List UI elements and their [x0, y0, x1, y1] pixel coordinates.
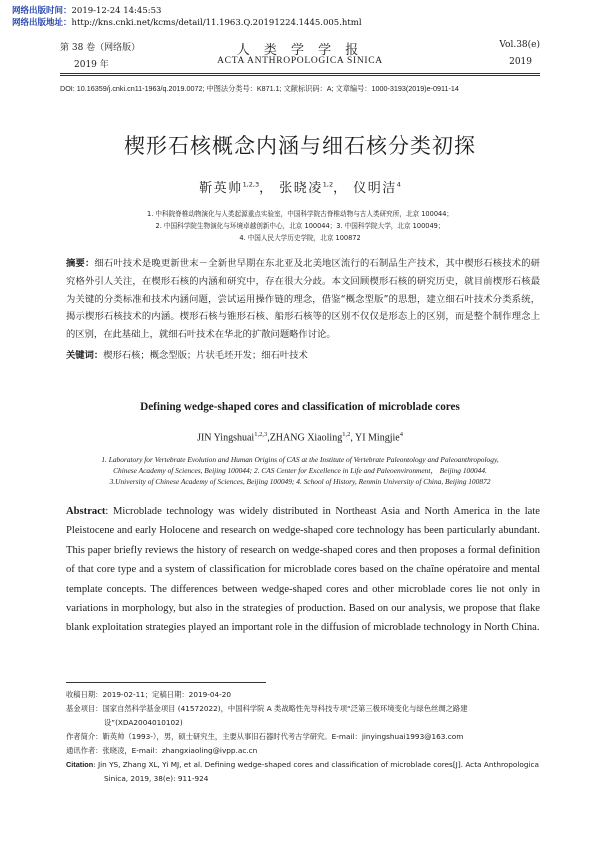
- affiliation-cn-line: 4. 中国人民大学历史学院，北京 100872: [239, 234, 361, 242]
- author-cn-name: 仪明洁: [353, 181, 397, 196]
- online-address-link[interactable]: http://kns.cnki.net/kcms/detail/11.1963.Q.20191224.1445.005.html: [71, 18, 362, 28]
- abstract-cn-label: 摘要：: [66, 258, 95, 269]
- footnotes: [66, 688, 540, 786]
- authors-en: JIN Yingshuai$^{1,2,3}$,ZHANG Xiaoling$^{1,2}$, YI Mingjie$^4$: [197, 431, 403, 444]
- article-title-cn: 楔形石核概念内涵与细石核分类初探: [124, 134, 476, 158]
- doi-line: DOI: 10.16359/j.cnki.cn11-1963/q.2019.0072; 中图法分类号：K871.1; 文献标识码：A; 文章编号：1000-3193(2019)e-0911-14: [60, 84, 459, 93]
- affiliations-en: [60, 454, 540, 488]
- footnote-fund-cont: 设”(XDA2004010102): [104, 718, 183, 727]
- authors-cn: 靳英帅$^{1,2,3}$， 张晓凌$^{1,2}$， 仪明洁$^4$: [199, 180, 401, 196]
- citation-text: : Jin YS, Zhang XL, Yi MJ, et al. Defining wedge-shaped cores and classification of microblade cores[J]. Acta Anthropologica: [93, 760, 539, 769]
- header-rule-bottom: [60, 75, 540, 76]
- online-publish-info: [12, 5, 362, 29]
- abstract-en: [66, 502, 540, 638]
- volume-cn: 第 38 卷（网络版）: [60, 43, 141, 53]
- online-address-row: [12, 17, 362, 29]
- journal-header: [60, 40, 540, 72]
- journal-title-cn: 人 类 学 学 报: [236, 43, 364, 58]
- citation-label: Citation: [66, 760, 94, 769]
- author-en-name: ZHANG Xiaoling: [269, 432, 343, 444]
- affiliation-en-line: 3.University of Chinese Academy of Sciences, Beijing 100049; 4. School of History, Renmin University of China, Beijing 100872: [109, 477, 491, 487]
- affiliation-en-line: 1. Laboratory for Vertebrate Evolution and Human Origins of CAS at the Institute of Vertebrate Paleontology and Paleoanthropology,: [101, 455, 499, 464]
- affiliation-cn-line: 2. 中国科学院生物演化与环境卓越创新中心，北京 100044；3. 中国科学院大学，北京 100049；: [155, 222, 445, 230]
- year-left: 2019 年: [74, 60, 109, 70]
- author-cn-name: 张晓凌: [279, 181, 323, 196]
- author-en-name: JIN Yingshuai: [197, 432, 255, 444]
- article-title-en: Defining wedge-shaped cores and classification of microblade cores: [140, 401, 460, 413]
- online-address-label: 网络出版地址：: [12, 18, 72, 28]
- abstract-en-text: : Microblade technology was widely distributed in Northeast Asia and North America in the late Pleistocene and early Holocene and research on wedge-shaped core technology has been particularly abundant. This paper briefly reviews the history of research on wedge-shaped cores and then proposes a formal definition of that core type and a system of classification for microblade cores based on the chaîne opératoire and mental template concepts. The differences between wedge-shaped cores and other microblade cores lie not only in variations in morphology, but also in the strategies of production. Based on our analysis, we propose that flake blank exploitation strategies played an important role in the diffusion of microblade technology in North China.: [66, 506, 540, 634]
- author-en-sup: 1,2,3: [254, 431, 268, 438]
- abstract-cn: [66, 255, 540, 344]
- author-en-name: YI Mingjie: [354, 432, 400, 444]
- affiliation-cn-line: 1. 中科院脊椎动物演化与人类起源重点实验室，中国科学院古脊椎动物与古人类研究所，北京 100044；: [147, 210, 453, 218]
- footnote-rule: [66, 682, 266, 683]
- author-cn-sup: 1,2: [322, 180, 334, 189]
- abstract-en-label: Abstract: [66, 506, 106, 517]
- keywords-cn: [66, 347, 540, 361]
- online-time-row: [12, 5, 362, 17]
- author-en-sup: 4: [399, 431, 403, 438]
- footnote-received: 收稿日期：2019-02-11；定稿日期：2019-04-20: [66, 690, 232, 699]
- author-cn-sup: 4: [396, 180, 401, 189]
- abstract-cn-text: 细石叶技术是晚更新世末－全新世早期在东北亚及北美地区流行的石制品生产技术，其中楔形石核技术的研究格外引人关注，在楔形石核的内涵和研究中，存在很大分歧。本文回顾楔形石核的研究历史，就目前楔形石核最为关键的分类标准和技术内涵问题，尝试运用操作链的理念，借鉴“概念型版”的思想，建立细石叶技术分类系统，揭示楔形石核技术的内涵。楔形石核与锥形石核、船形石核等的区别不仅仅是形态上的区别，而是整个制作理念上的区别，在此基础上，就细石叶技术在华北的扩散问题略作讨论。: [66, 258, 540, 341]
- online-time-value: 2019-12-24 14:45:53: [71, 6, 162, 16]
- keywords-cn-label: 关键词：: [66, 350, 104, 361]
- journal-title-en: ACTA ANTHROPOLOGICA SINICA: [217, 56, 383, 66]
- footnote-fund: 基金项目：国家自然科学基金项目 (41572022)，中国科学院 A 类战略性先导科技专项“泛第三极环境变化与绿色丝绸之路建: [66, 704, 468, 713]
- volume-en: Vol.38(e): [499, 40, 540, 50]
- online-time-label: 网络出版时间：: [12, 6, 72, 16]
- header-rule-top: [60, 73, 540, 74]
- author-cn-sup: 1,2,3: [242, 180, 260, 189]
- footnote-correspondence: 通讯作者：张晓凌，E-mail：zhangxiaoling@ivpp.ac.cn: [66, 746, 258, 755]
- affiliations-cn: [60, 208, 540, 244]
- author-cn-name: 靳英帅: [199, 181, 243, 196]
- affiliation-en-line: Chinese Academy of Sciences, Beijing 100044; 2. CAS Center for Excellence in Life and Paleoenvironment， Beijing 100044.: [113, 466, 487, 476]
- keywords-cn-text: 楔形石核；概念型版；片状毛坯开发；细石叶技术: [103, 350, 308, 361]
- footnote-citation-cont: Sinica, 2019, 38(e): 911-924: [104, 774, 209, 783]
- footnote-citation: [66, 758, 540, 772]
- year-right: 2019: [509, 57, 532, 67]
- footnote-author-intro: 作者简介：靳英帅（1993-），男，硕士研究生，主要从事旧石器时代考古学研究。E-mail：jinyingshuai1993@163.com: [66, 732, 464, 741]
- author-en-sup: 1,2: [342, 431, 351, 438]
